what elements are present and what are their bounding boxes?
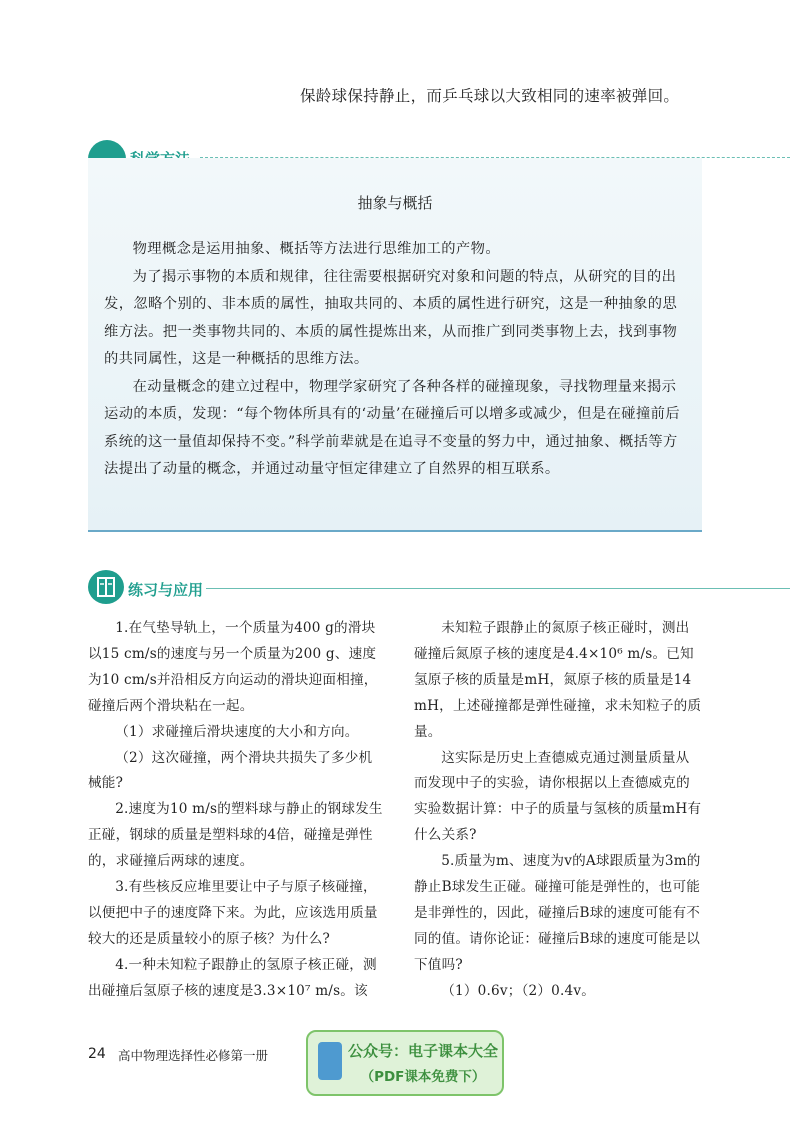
method-paragraph: 在动量概念的建立过程中，物理学家研究了各种各样的碰撞现象，寻找物理量来揭示运动的本质，发现：“每个物体所具有的‘动量’在碰撞后可以增多或减少，但是在碰撞前后系统的这一量值却保持不变。”科学前辈就是在追寻不变量的努力中，通过抽象、概括等方法提出了动量的概念，并通过动量守恒定律建立了自然界的相互联系。 <box>104 378 681 477</box>
practice-book-icon <box>88 570 124 604</box>
page-number: 24 <box>88 1046 106 1062</box>
exercise-paragraph: 2.速度为10 m/s的塑料球与静止的钢球发生正碰，钢球的质量是塑料球的4倍，碰撞是弹性的，求碰撞后两球的速度。 <box>88 801 383 870</box>
method-paragraph: 物理概念是运用抽象、概括等方法进行思维加工的产物。 <box>132 241 501 257</box>
exercise-column-left <box>88 616 386 1005</box>
exercise-paragraph: 4.一种未知粒子跟静止的氢原子核正碰，测出碰撞后氢原子核的速度是3.3×10⁷ m/s。该 <box>88 956 377 999</box>
exercise-paragraph: （2）这次碰撞，两个滑块共损失了多少机械能? <box>88 749 373 792</box>
method-paragraph: 为了揭示事物的本质和规律，往往需要根据研究对象和问题的特点，从研究的目的出发，忽略个别的、非本质的属性，抽取共同的、本质的属性进行研究，这是一种抽象的思维方法。把一类事物共同的、本质的属性提炼出来，从而推广到同类事物上去，找到事物的共同属性，这是一种概括的思维方法。 <box>104 268 678 367</box>
exercise-paragraph: （1）0.6v；（2）0.4v。 <box>441 982 596 999</box>
watermark-line-2: （PDF课本免费下） <box>360 1069 486 1085</box>
book-logo-icon <box>318 1042 342 1080</box>
method-body <box>104 236 688 484</box>
watermark-badge <box>306 1030 504 1096</box>
exercise-column-right <box>414 616 702 1005</box>
practice-label: 练习与应用 <box>128 581 204 599</box>
exercise-paragraph: 5.质量为m、速度为v的A球跟质量为3m的静止B球发生正碰。碰撞可能是弹性的，也可能是非弹性的，因此，碰撞后B球的速度可能有不同的值。请你论证：碰撞后B球的速度可能是以下值吗? <box>414 853 701 973</box>
watermark-line-1: 公众号：电子课本大全 <box>348 1042 499 1060</box>
exercise-paragraph: （1）求碰撞后滑块速度的大小和方向。 <box>115 723 359 740</box>
exercise-paragraph: 1.在气垫导轨上，一个质量为400 g的滑块以15 cm/s的速度与另一个质量为200 g、速度为10 cm/s并沿相反方向运动的滑块迎面相撞，碰撞后两个滑块粘在一起。 <box>88 620 378 714</box>
exercise-paragraph: 未知粒子跟静止的氮原子核正碰时，测出碰撞后氮原子核的速度是4.4×10⁶ m/s。已知氢原子核的质量是mH，氮原子核的质量是14 mH，上述碰撞都是弹性碰撞，求未知粒子的质量。 <box>414 620 702 740</box>
book-title: 高中物理选择性必修第一册 <box>118 1048 269 1063</box>
method-box-title: 抽象与概括 <box>357 194 433 212</box>
science-method-box <box>88 158 702 532</box>
exercise-paragraph: 3.有些核反应堆里要让中子与原子核碰撞，以便把中子的速度降下来。为此，应该选用质量较大的还是质量较小的原子核？为什么? <box>88 879 378 947</box>
continued-text-line: 保龄球保持静止，而乒乓球以大致相同的速率被弹回。 <box>300 87 680 105</box>
practice-divider <box>206 588 790 589</box>
exercise-paragraph: 这实际是历史上查德威克通过测量质量从而发现中子的实验，请你根据以上查德威克的实验数据计算：中子的质量与氢核的质量mH有什么关系? <box>414 749 702 844</box>
practice-header <box>88 570 790 610</box>
